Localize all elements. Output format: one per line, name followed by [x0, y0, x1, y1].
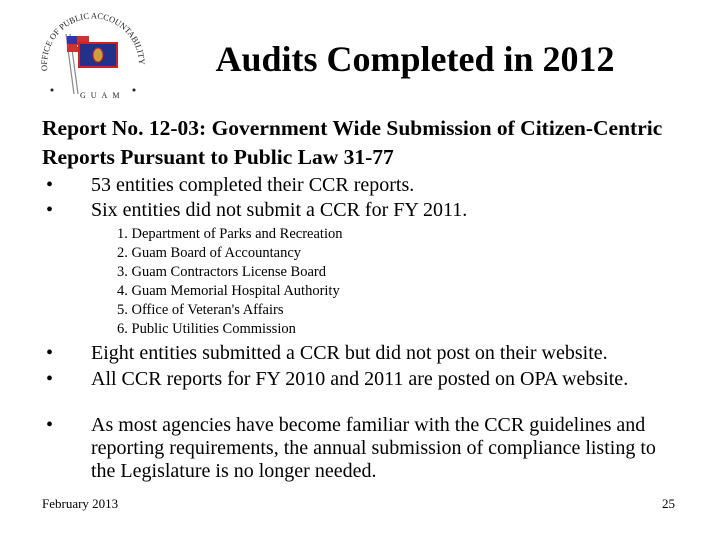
- bullet-item: [42, 368, 642, 391]
- entity-item: 5. Office of Veteran's Affairs: [117, 302, 284, 318]
- page-number: 25: [662, 496, 675, 511]
- bullet-item: [42, 199, 682, 222]
- bullet-item: [42, 174, 682, 197]
- svg-text:GUAM: GUAM: [80, 91, 125, 100]
- bullet-icon: •: [46, 174, 54, 196]
- bullet-text: As most agencies have become familiar with the CCR guidelines and reporting requirements, the annual submission of compliance listing to the Legislature is no longer needed.: [91, 414, 656, 482]
- slide-title: Audits Completed in 2012: [215, 39, 615, 79]
- entity-list: [117, 225, 342, 339]
- bullet-text: All CCR reports for FY 2010 and 2011 are posted on OPA website.: [91, 368, 629, 390]
- bullet-text: Eight entities submitted a CCR but did not post on their website.: [91, 342, 608, 364]
- bullet-item: [42, 414, 682, 483]
- bullet-icon: •: [46, 414, 54, 436]
- bullet-icon: •: [46, 342, 54, 364]
- entity-item: 3. Guam Contractors License Board: [117, 264, 326, 280]
- entity-item: 2. Guam Board of Accountancy: [117, 245, 302, 261]
- report-heading: Report No. 12-03: Government Wide Submission of Citizen-Centric Reports Pursuant to Public Law 31-77: [42, 116, 663, 169]
- bullet-text: 53 entities completed their CCR reports.: [91, 174, 415, 196]
- bullet-icon: •: [46, 199, 54, 221]
- svg-text:OFFICE OF PUBLIC ACCOUNTABILIT: OFFICE OF PUBLIC ACCOUNTABILITY: [38, 10, 148, 72]
- footer-date: February 2013: [42, 496, 119, 511]
- entity-item: 6. Public Utilities Commission: [117, 321, 296, 337]
- bullet-item: [42, 342, 682, 365]
- entity-item: 4. Guam Memorial Hospital Authority: [117, 283, 340, 299]
- bullet-text: Six entities did not submit a CCR for FY 2011.: [91, 199, 468, 221]
- bullet-icon: •: [46, 368, 54, 390]
- opa-guam-logo: [34, 2, 152, 108]
- entity-item: 1. Department of Parks and Recreation: [117, 226, 343, 242]
